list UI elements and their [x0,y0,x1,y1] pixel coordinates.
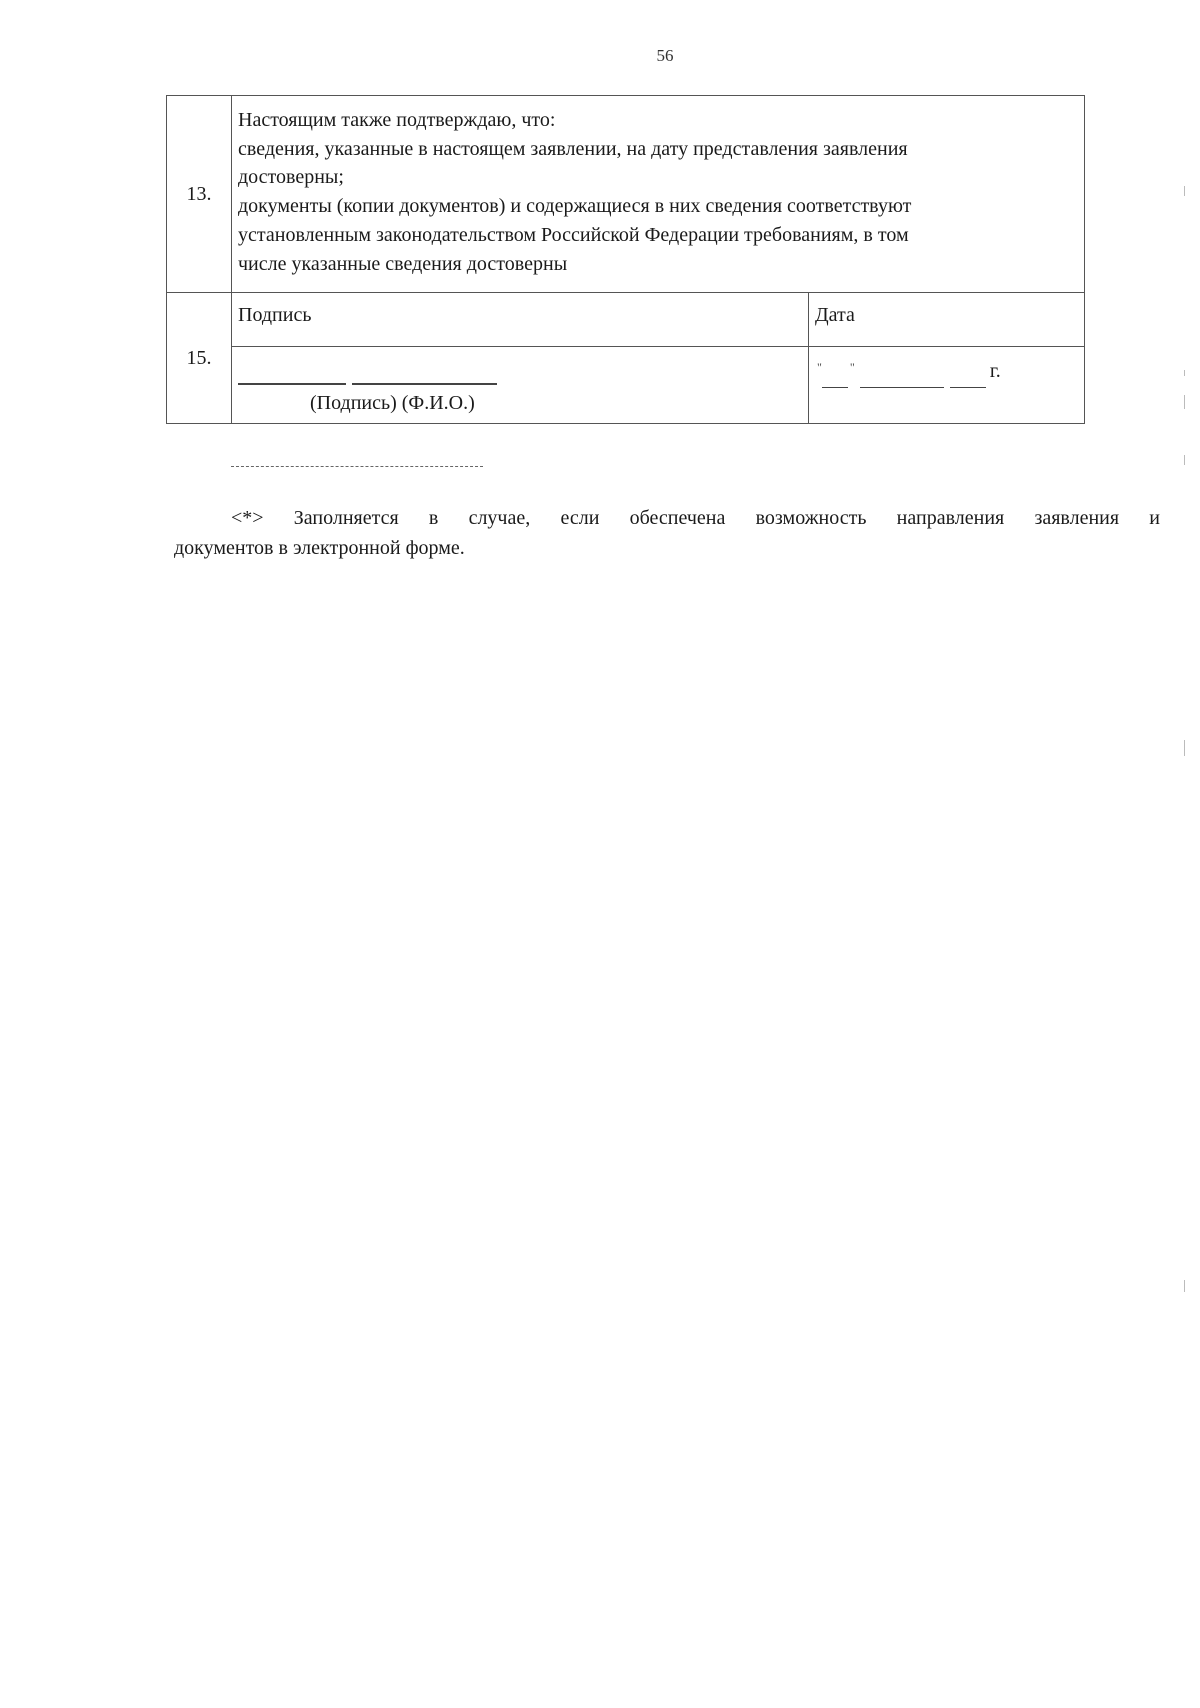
date-field[interactable] [809,347,1085,424]
signature-line[interactable] [238,383,346,385]
row-number: 15. [167,293,232,424]
scan-artifact [1184,395,1185,409]
statement-line: документы (копии документов) и содержащиеся в них сведения соответствуют [238,195,912,218]
statement-line: сведения, указанные в настоящем заявлении, на дату представления заявления [238,137,908,160]
full-name-line[interactable] [352,383,497,385]
scan-artifact [1184,370,1185,376]
confirmation-statement [232,96,1085,293]
statement-line: достоверны; [238,166,344,189]
signature-field[interactable] [232,347,809,424]
open-quote: " [817,360,822,374]
footnote-line-2: документов в электронной форме. [174,537,465,559]
statement-line: числе указанные сведения достоверны [238,252,568,275]
footnote-text: <*> Заполняется в случае, если обеспечена возможность направления заявления и [231,507,1160,529]
year-suffix: г. [989,360,1001,382]
date-input-template [817,357,1001,388]
row-number: 13. [167,96,232,293]
table-row-15-header [167,293,1085,347]
scan-artifact [1184,1280,1185,1292]
scan-artifact [1184,740,1185,756]
statement-line: Настоящим также подтверждаю, что: [238,109,556,131]
statement-line: установленным законодательством Российской Федерации требованиям, в том [238,223,909,246]
footnote-line-1 [174,503,1160,533]
scan-artifact [1184,455,1185,465]
footnote-separator [231,466,483,467]
year-blank[interactable] [950,367,986,388]
close-quote: " [849,360,855,374]
page-number: 56 [656,46,674,65]
table-row-13 [167,96,1085,293]
signature-caption: (Подпись) (Ф.И.О.) [310,392,475,414]
application-form-table [166,95,1085,424]
scan-artifact [1184,186,1185,196]
signature-header: Подпись [232,293,809,347]
table-row-15-body [167,347,1085,424]
month-blank[interactable] [860,367,944,388]
footnote [174,503,1160,563]
day-blank[interactable] [822,367,848,388]
date-header: Дата [809,293,1085,347]
